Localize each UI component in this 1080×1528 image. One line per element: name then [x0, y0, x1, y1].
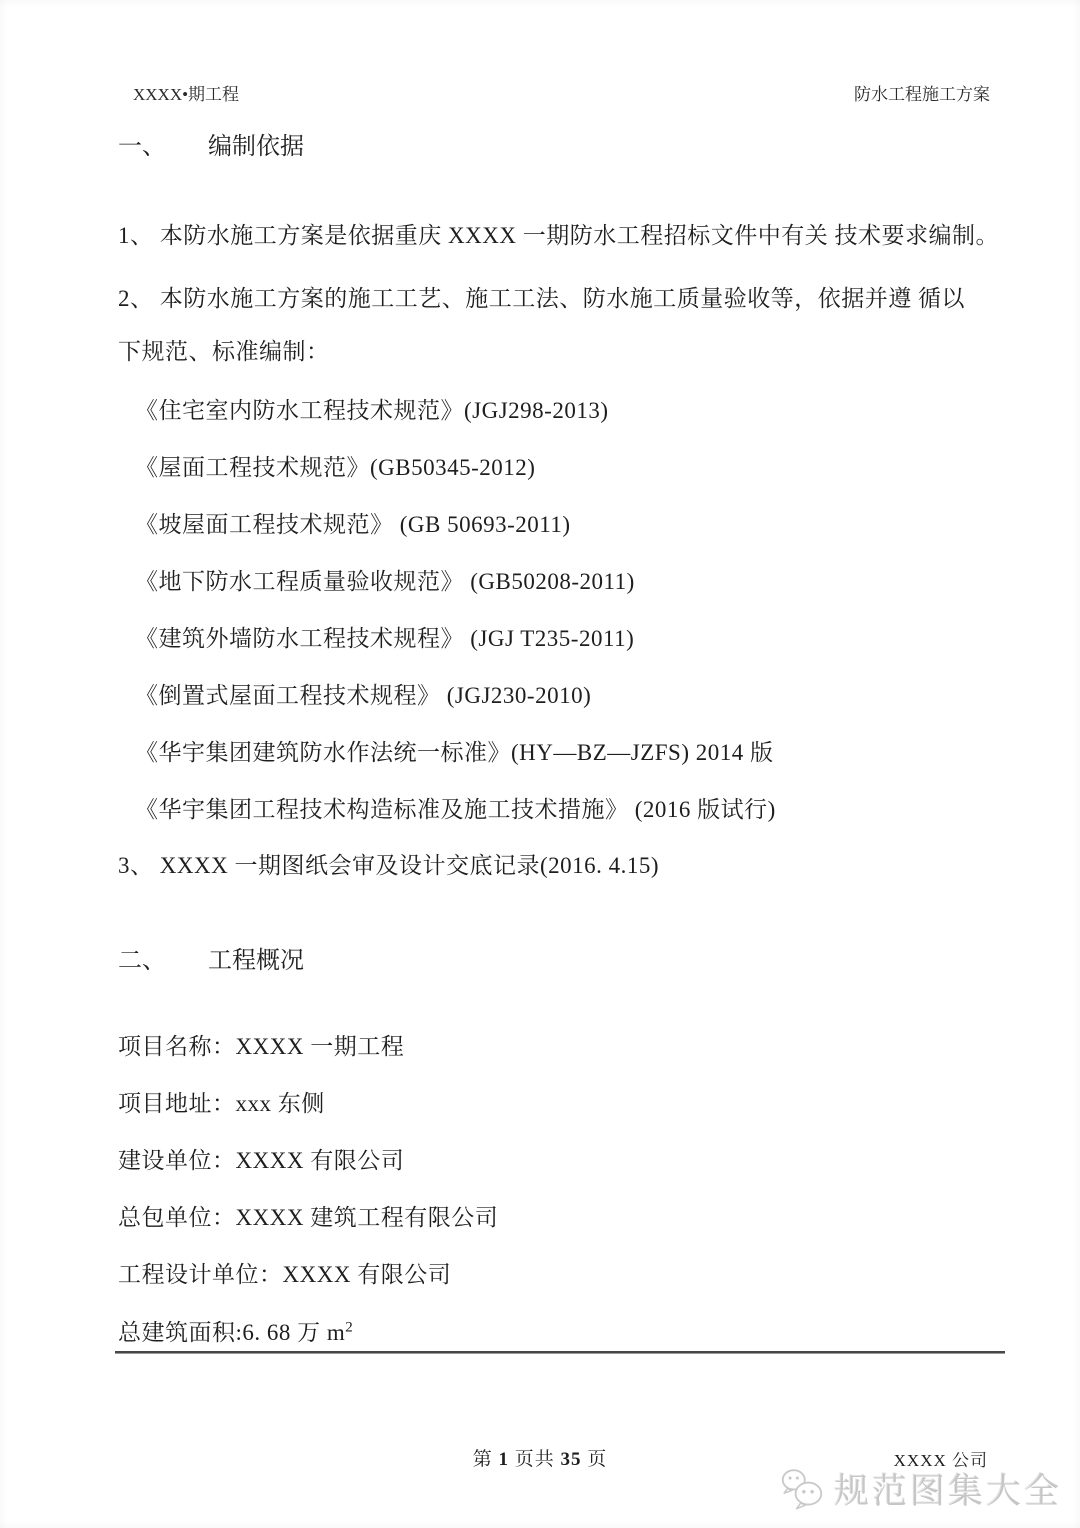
project-info-item: 建设单位：XXXX 有限公司: [118, 1148, 405, 1173]
footer-company: XXXX 公司: [893, 1451, 988, 1470]
header-document-title: 防水工程施工方案: [854, 85, 990, 104]
watermark: [778, 1464, 1062, 1514]
section-number: 一、: [118, 134, 166, 160]
project-info-list: [118, 1016, 498, 1301]
page-header: [133, 80, 990, 105]
standard-item: 《华宇集团建筑防水作法统一标准》(HY—BZ—JZFS) 2014 版: [135, 740, 774, 765]
standard-item: 《地下防水工程质量验收规范》 (GB50208-2011): [135, 569, 635, 594]
page-label-middle: 页共: [508, 1449, 561, 1470]
page-label-suffix: 页: [581, 1449, 608, 1470]
section-heading-basis: [118, 126, 304, 161]
project-info-item: 项目名称：XXXX 一期工程: [118, 1034, 405, 1059]
page-total-number: 35: [560, 1449, 582, 1470]
paragraph-basis-2-line2: 下规范、标准编制：: [118, 339, 330, 364]
page-current-number: 1: [498, 1449, 509, 1470]
standard-item: 《倒置式屋面工程技术规程》 (JGJ230-2010): [135, 683, 592, 708]
paragraph-basis-3: 3、 XXXX 一期图纸会审及设计交底记录(2016. 4.15): [118, 853, 660, 878]
standard-item: 《华宇集团工程技术构造标准及施工技术措施》 (2016 版试行): [135, 797, 776, 822]
section-title: 工程概况: [208, 948, 304, 974]
standard-item: 《住宅室内防水工程技术规范》(JGJ298-2013): [135, 398, 609, 423]
footer-divider-line: [115, 1351, 1005, 1354]
section-title: 编制依据: [208, 134, 304, 160]
paragraph-basis-1: 1、 本防水施工方案是依据重庆 XXXX 一期防水工程招标文件中有关 技术要求编制。: [118, 223, 999, 248]
section-heading-overview: [118, 940, 304, 975]
chat-bubbles-icon: [778, 1467, 826, 1511]
standard-item: 《屋面工程技术规范》(GB50345-2012): [135, 455, 536, 480]
area-superscript: 2: [345, 1319, 354, 1336]
section-number: 二、: [118, 948, 166, 974]
project-info-item: 工程设计单位：XXXX 有限公司: [118, 1262, 452, 1287]
standards-list: [135, 380, 776, 836]
standard-item: 《坡屋面工程技术规范》 (GB 50693-2011): [135, 512, 571, 537]
header-project-name: XXXX•期工程: [133, 85, 240, 104]
total-building-area: [118, 1314, 353, 1347]
project-info-item: 项目地址：xxx 东侧: [118, 1091, 325, 1116]
standard-item: 《建筑外墙防水工程技术规程》 (JGJ T235-2011): [135, 626, 635, 651]
area-text: 总建筑面积:6. 68 万 m: [118, 1320, 346, 1345]
project-info-item: 总包单位：XXXX 建筑工程有限公司: [118, 1205, 499, 1230]
watermark-text: 规范图集大全: [833, 1472, 1062, 1511]
page-label-prefix: 第: [472, 1449, 499, 1470]
paragraph-basis-2-line1: 2、 本防水施工方案的施工工艺、施工工法、防水施工质量验收等，依据并遵 循以: [118, 286, 965, 311]
